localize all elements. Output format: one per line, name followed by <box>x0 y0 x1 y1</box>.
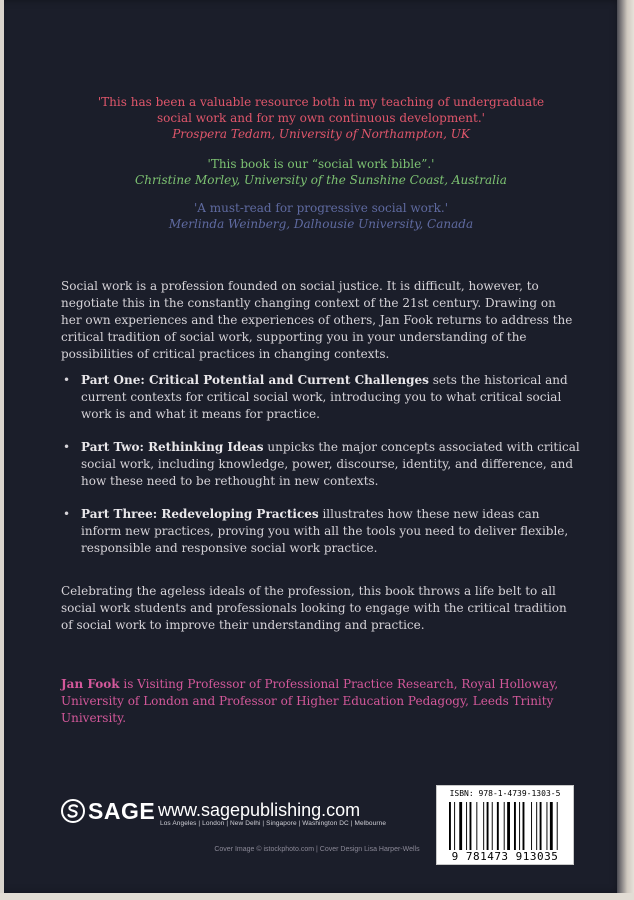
barcode-bar <box>507 802 510 850</box>
list-item <box>61 506 581 557</box>
intro-paragraph: Social work is a profession founded on social justice. It is difficult, however, to negotiate this in the constantly changing context of the 21st century. Drawing on her own experiences and the experiences of others, Jan Fook returns to address the critical tradition of social work, supporting you in your understanding of the possibilities of critical practices in changing contexts. <box>61 279 573 361</box>
part-description: illustrates how these new ideas can inform new practices, proving you with all the tools you need to deliver flexible, responsible and responsive social work practice. <box>81 507 569 555</box>
barcode-block <box>436 785 574 865</box>
barcode-bar <box>492 802 493 850</box>
barcode-bar <box>504 802 505 850</box>
parts-list <box>61 372 581 573</box>
quote-text-line: social work and for my own continuous development.' <box>157 111 485 125</box>
barcode-bar <box>514 802 516 850</box>
isbn-label: ISBN: 978-1-4739-1303-5 <box>449 789 561 798</box>
page-edge <box>0 893 634 900</box>
barcode-bar <box>497 802 499 850</box>
quote-attribution: Merlinda Weinberg, Dalhousie University, Canada <box>168 217 474 231</box>
publisher-url[interactable]: www.sagepublishing.com <box>158 800 361 820</box>
cover-credits: Cover Image © istockphoto.com | Cover Design Lisa Harper-Wells <box>214 846 420 853</box>
barcode-bar <box>550 802 553 850</box>
author-bio <box>61 676 576 727</box>
part-description: sets the historical and current contexts for critical social work, introducing you to what critical social work is and what it means for practice. <box>81 373 568 421</box>
part-title: Part Two: Rethinking Ideas <box>81 440 264 454</box>
barcode-bar <box>459 802 462 850</box>
part-description: unpicks the major concepts associated with critical social work, including knowledge, power, discourse, identity, and difference, and how these need to be rethought in new contexts. <box>81 440 580 488</box>
list-item <box>61 372 581 423</box>
publisher-name: SAGE <box>88 798 156 824</box>
barcode-bar <box>483 802 484 850</box>
barcode-bar <box>531 802 532 850</box>
bullet-icon: • <box>63 507 71 521</box>
bullet-icon: • <box>63 373 71 387</box>
barcode-bar <box>546 802 547 850</box>
barcode-bar <box>523 802 525 850</box>
sage-logo-icon <box>61 799 85 823</box>
endorsement-quote-1 <box>4 94 634 142</box>
barcode-bar <box>487 802 489 850</box>
publisher-cities: Los Angeles | London | New Delhi | Singapore | Washington DC | Melbourne <box>160 820 387 827</box>
barcode-bar <box>519 802 520 850</box>
part-title: Part Three: Redeveloping Practices <box>81 507 319 521</box>
part-title: Part One: Critical Potential and Current Challenges <box>81 373 429 387</box>
barcode-bar <box>540 802 542 850</box>
barcode-bar <box>449 802 451 850</box>
barcode-bar <box>470 802 472 850</box>
endorsement-quote-3 <box>4 200 634 232</box>
list-item <box>61 439 581 490</box>
barcode-digits: 9 781473 913035 <box>451 850 559 863</box>
spine-edge <box>617 0 634 900</box>
quote-text-line: 'A must-read for progressive social work.' <box>193 201 448 215</box>
quote-attribution: Prospera Tedam, University of Northampton, UK <box>172 127 470 141</box>
author-bio-text: is Visiting Professor of Professional Practice Research, Royal Holloway, University of London and Professor of Higher Education Pedagogy, Leeds Trinity University. <box>61 677 559 725</box>
barcode-bar <box>454 802 455 850</box>
closing-paragraph: Celebrating the ageless ideals of the profession, this book throws a life belt to all social work students and professionals looking to engage with the critical tradition of social work to improve their understanding and practice. <box>61 584 567 632</box>
barcode-bar <box>476 802 477 850</box>
barcode-bar <box>466 802 467 850</box>
quote-text-line: 'This has been a valuable resource both in my teaching of undergraduate <box>97 95 545 109</box>
quote-text-line: 'This book is our “social work bible”.' <box>207 157 435 171</box>
endorsement-quote-2 <box>4 156 634 188</box>
bullet-icon: • <box>63 440 71 454</box>
barcode-bar <box>536 802 537 850</box>
barcode-bar <box>557 802 558 850</box>
quote-attribution: Christine Morley, University of the Sunshine Coast, Australia <box>135 173 507 187</box>
author-name: Jan Fook <box>61 677 120 691</box>
barcode-icon <box>449 802 561 850</box>
